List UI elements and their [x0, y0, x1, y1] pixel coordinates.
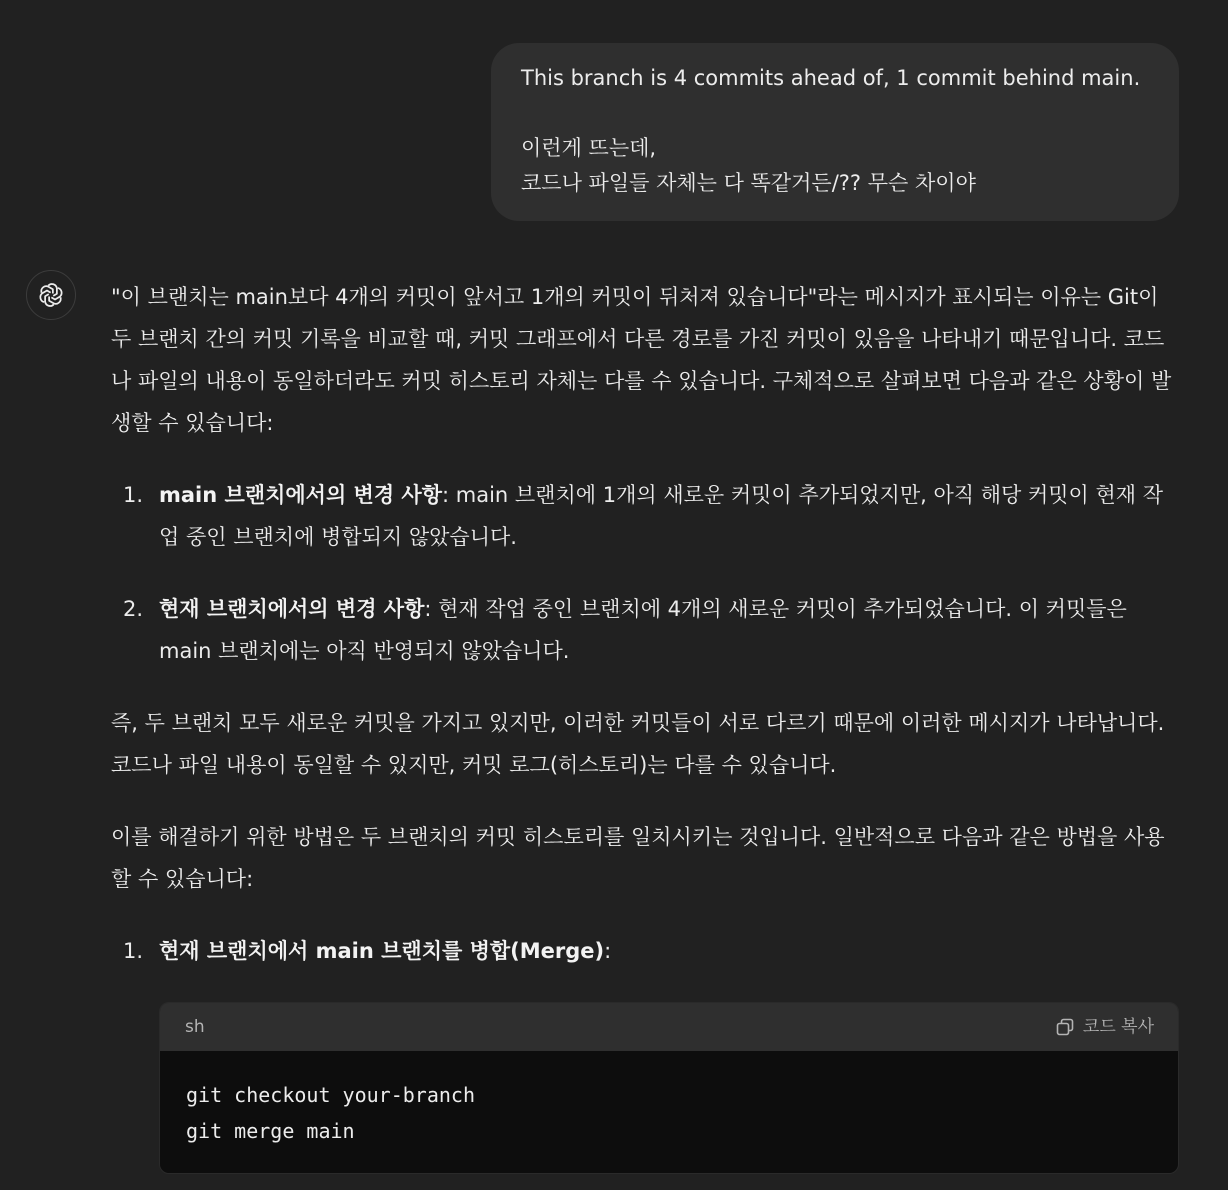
- list-item: [111, 474, 1179, 558]
- assistant-message: [111, 276, 1179, 1174]
- list-item-title: 현재 브랜치에서 main 브랜치를 병합(Merge): [159, 939, 605, 963]
- list-item-text: :: [604, 939, 612, 963]
- code-language-label: sh: [185, 1017, 205, 1037]
- solution-list: [111, 930, 1179, 972]
- user-message-blank: [521, 96, 1149, 131]
- cause-list: [111, 474, 1179, 672]
- code-block: [159, 1002, 1179, 1174]
- copy-icon: [1055, 1017, 1075, 1037]
- list-item-text: : main 브랜치에 1개의 새로운 커밋이 추가되었지만, 아직 해당 커밋이 현재 작업 중인 브랜치에 병합되지 않았습니다.: [159, 483, 1164, 549]
- copy-code-button[interactable]: [1055, 1006, 1154, 1048]
- list-item-title: main 브랜치에서의 변경 사항: [159, 483, 442, 507]
- user-message-line: 코드나 파일들 자체는 다 똑같거든/?? 무슨 차이야: [521, 171, 976, 195]
- assistant-avatar: [26, 270, 76, 320]
- list-number: 2.: [123, 597, 144, 621]
- list-item-title: 현재 브랜치에서의 변경 사항: [159, 597, 425, 621]
- copy-code-label: 코드 복사: [1082, 1017, 1154, 1037]
- user-message-line: This branch is 4 commits ahead of, 1 commit behind main.: [521, 66, 1141, 90]
- list-item-text: : 현재 작업 중인 브랜치에 4개의 새로운 커밋이 추가되었습니다. 이 커밋들은 main 브랜치에는 아직 반영되지 않았습니다.: [159, 597, 1127, 663]
- assistant-paragraph: 이를 해결하기 위한 방법은 두 브랜치의 커밋 히스토리를 일치시키는 것입니다. 일반적으로 다음과 같은 방법을 사용할 수 있습니다:: [111, 825, 1165, 891]
- list-item: [111, 588, 1179, 672]
- list-item: [111, 930, 1179, 972]
- user-message-line: 이런게 뜨는데,: [521, 136, 657, 160]
- openai-logo-icon: [36, 280, 66, 310]
- list-number: 1.: [123, 483, 144, 507]
- code-content: git checkout your-branch git merge main: [160, 1051, 1178, 1173]
- user-message-row: [491, 43, 1179, 221]
- assistant-intro: "이 브랜치는 main보다 4개의 커밋이 앞서고 1개의 커밋이 뒤처져 있습니다"라는 메시지가 표시되는 이유는 Git이 두 브랜치 간의 커밋 기록을 비교할 때, 커밋 그래프에서 다른 경로를 가진 커밋이 있음을 나타내기 때문입니다. 코드나 파일의 내용이 동일하더라도 커밋 히스토리 자체는 다를 수 있습니다. 구체적으로 살펴보면 다음과 같은 상황이 발생할 수 있습니다:: [111, 285, 1172, 435]
- list-number: 1.: [123, 939, 144, 963]
- code-header: [160, 1003, 1178, 1051]
- user-message-bubble: [491, 43, 1179, 221]
- assistant-paragraph: 즉, 두 브랜치 모두 새로운 커밋을 가지고 있지만, 이러한 커밋들이 서로 다르기 때문에 이러한 메시지가 나타납니다. 코드나 파일 내용이 동일할 수 있지만, 커밋 로그(히스토리)는 다를 수 있습니다.: [111, 711, 1165, 777]
